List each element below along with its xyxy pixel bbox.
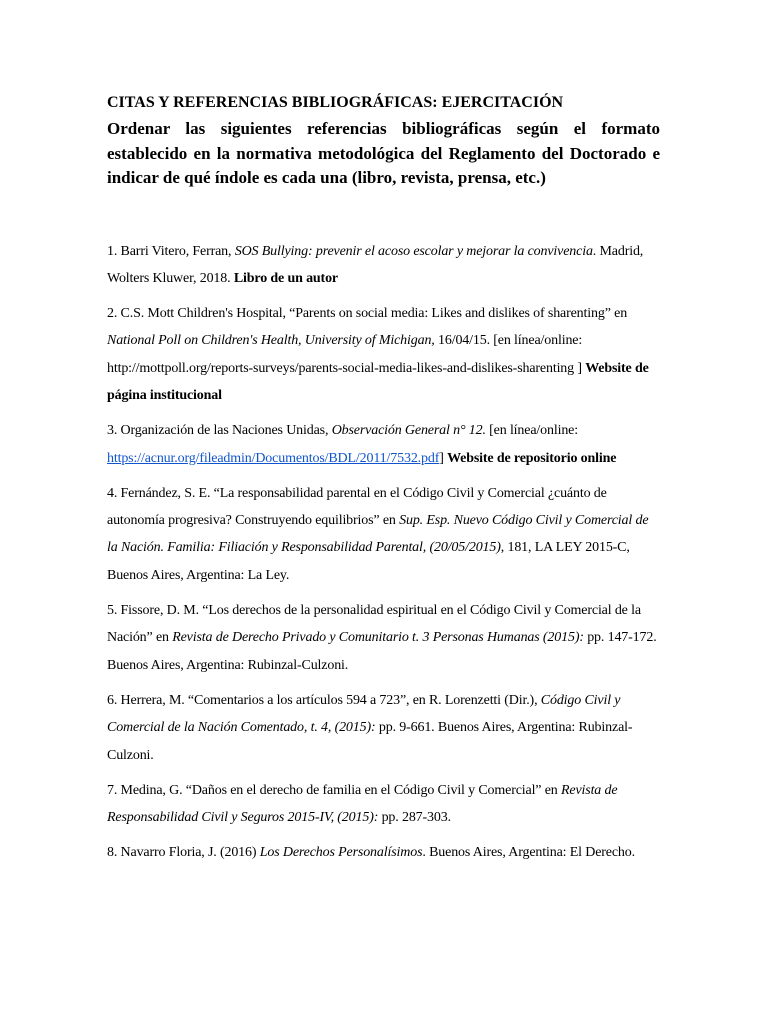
reference-details: 16/04/15. [en línea/online: http://mottpoll.org/reports-surveys/parents-social-media-likes-and-dislikes-sharenting ] <box>107 333 586 376</box>
reference-type-label: Website de página institucional <box>107 360 649 403</box>
reference-source: National Poll on Children's Health, University of Michigan, <box>107 333 435 349</box>
document-page <box>107 92 660 875</box>
reference-text: 7. Medina, G. “Daños en el derecho de familia en el Código Civil y Comercial” en <box>107 782 561 798</box>
reference-link[interactable]: https://acnur.org/fileadmin/Documentos/BDL/2011/7532.pdf <box>107 450 440 466</box>
reference-text: 8. Navarro Floria, J. (2016) <box>107 845 260 861</box>
reference-text: 3. Organización de las Naciones Unidas, <box>107 423 332 439</box>
reference-details: pp. 147-172. Buenos Aires, Argentina: Rubinzal-Culzoni. <box>107 630 657 673</box>
reference-item-6 <box>107 687 660 769</box>
reference-item-1 <box>107 238 660 293</box>
reference-text: 1. Barri Vitero, Ferran, <box>107 243 235 259</box>
reference-details: . Buenos Aires, Argentina: El Derecho. <box>422 845 635 861</box>
reference-item-3 <box>107 417 660 472</box>
reference-item-4 <box>107 480 660 589</box>
reference-text: 6. Herrera, M. “Comentarios a los artículos 594 a 723”, en R. Lorenzetti (Dir.), <box>107 692 541 708</box>
document-title: CITAS Y REFERENCIAS BIBLIOGRÁFICAS: EJERCITACIÓN <box>107 94 564 111</box>
reference-details: . Madrid, Wolters Kluwer, 2018. <box>107 243 644 286</box>
reference-title: SOS Bullying: prevenir el acoso escolar y mejorar la convivencia <box>234 243 593 259</box>
reference-title: Observación General n° 12. <box>331 423 486 439</box>
reference-text: 2. C.S. Mott Children's Hospital, “Parents on social media: Likes and dislikes of sharenting” en <box>107 306 628 322</box>
reference-item-7 <box>107 777 660 832</box>
reference-details: pp. 9-661. Buenos Aires, Argentina: Rubinzal-Culzoni. <box>107 720 633 763</box>
reference-list <box>107 238 660 867</box>
reference-title: Los Derechos Personalísimos <box>259 845 423 861</box>
reference-item-5 <box>107 597 660 679</box>
reference-details: ] <box>439 450 448 466</box>
reference-source: Revista de Derecho Privado y Comunitario t. 3 Personas Humanas (2015): <box>172 630 584 646</box>
reference-details: , 181, LA LEY 2015-C, Buenos Aires, Argentina: La Ley. <box>107 540 630 583</box>
reference-type-label: Website de repositorio online <box>447 450 617 466</box>
reference-source: Sup. Esp. Nuevo Código Civil y Comercial de la Nación. Familia: Filiación y Responsabilidad Parental, (20/05/2015) <box>107 513 649 556</box>
reference-item-2 <box>107 300 660 409</box>
reference-item-8 <box>107 839 660 866</box>
exercise-instruction: Ordenar las siguientes referencias bibliográficas según el formato establecido en la normativa metodológica del Reglamento del Doctorado e indicar de qué índole es cada una (libro, revista, prensa, etc.) <box>107 119 660 187</box>
reference-text: 5. Fissore, D. M. “Los derechos de la personalidad espiritual en el Código Civil y Comercial de la Nación” en <box>107 603 641 646</box>
reference-source: Código Civil y Comercial de la Nación Comentado, t. 4, (2015): <box>107 692 621 736</box>
reference-text: 4. Fernández, S. E. “La responsabilidad parental en el Código Civil y Comercial ¿cuánto de autonomía progresiva? Construyendo equilibrios” en <box>107 485 607 529</box>
reference-type-label: Libro de un autor <box>233 270 338 286</box>
reference-details: [en línea/online: <box>485 423 578 439</box>
reference-details: pp. 287-303. <box>378 810 451 826</box>
reference-source: Revista de Responsabilidad Civil y Seguros 2015-IV, (2015): <box>107 782 618 826</box>
